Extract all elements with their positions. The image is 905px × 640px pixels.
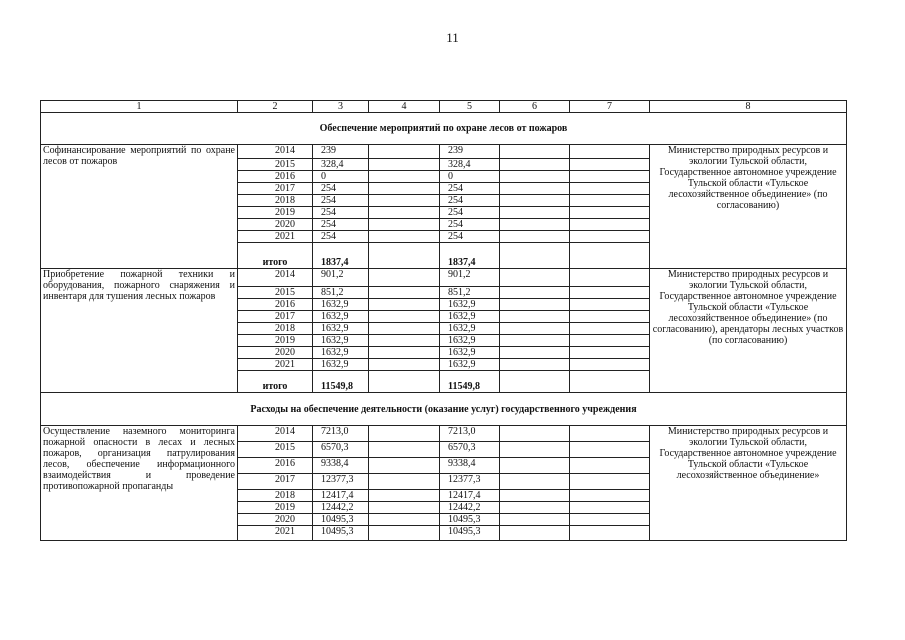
year-cell: 2017 bbox=[238, 311, 313, 323]
col4-cell bbox=[369, 502, 440, 514]
col4-cell bbox=[369, 287, 440, 299]
col7-cell bbox=[570, 514, 650, 526]
col5-cell: 12377,3 bbox=[440, 474, 500, 490]
col4-cell bbox=[369, 145, 440, 159]
col6-cell bbox=[500, 490, 570, 502]
col3-cell: 254 bbox=[313, 219, 369, 231]
col3-cell: 1632,9 bbox=[313, 299, 369, 311]
col5-cell: 1632,9 bbox=[440, 323, 500, 335]
col6-cell bbox=[500, 243, 570, 269]
col7-cell bbox=[570, 371, 650, 393]
col3-cell: 10495,3 bbox=[313, 526, 369, 541]
col4-cell bbox=[369, 323, 440, 335]
col6-cell bbox=[500, 526, 570, 541]
col6-cell bbox=[500, 359, 570, 371]
col6-cell bbox=[500, 195, 570, 207]
year-cell: 2018 bbox=[238, 323, 313, 335]
col7-cell bbox=[570, 299, 650, 311]
col6-cell bbox=[500, 458, 570, 474]
year-cell: 2016 bbox=[238, 458, 313, 474]
header-cell: 6 bbox=[500, 101, 570, 113]
col4-cell bbox=[369, 207, 440, 219]
col5-cell: 10495,3 bbox=[440, 514, 500, 526]
col6-cell bbox=[500, 287, 570, 299]
year-cell: 2017 bbox=[238, 183, 313, 195]
col6-cell bbox=[500, 311, 570, 323]
col5-cell: 254 bbox=[440, 183, 500, 195]
col7-cell bbox=[570, 323, 650, 335]
col4-cell bbox=[369, 219, 440, 231]
col3-cell: 6570,3 bbox=[313, 442, 369, 458]
col3-cell: 1632,9 bbox=[313, 347, 369, 359]
activity-name: Приобретение пожарной техники и оборудования, пожарного снаряжения и инвентаря для тушения лесных пожаров bbox=[41, 269, 238, 393]
col5-cell: 254 bbox=[440, 219, 500, 231]
col6-cell bbox=[500, 426, 570, 442]
col5-cell: 254 bbox=[440, 231, 500, 243]
col4-cell bbox=[369, 359, 440, 371]
col4-cell bbox=[369, 299, 440, 311]
col4-cell bbox=[369, 335, 440, 347]
col3-cell: 7213,0 bbox=[313, 426, 369, 442]
year-cell: 2017 bbox=[238, 474, 313, 490]
col4-cell bbox=[369, 514, 440, 526]
col7-cell bbox=[570, 207, 650, 219]
table-body bbox=[41, 101, 847, 541]
year-cell: 2015 bbox=[238, 287, 313, 299]
year-cell: 2020 bbox=[238, 219, 313, 231]
col3-cell: 10495,3 bbox=[313, 514, 369, 526]
col4-cell bbox=[369, 490, 440, 502]
col7-cell bbox=[570, 171, 650, 183]
col6-cell bbox=[500, 514, 570, 526]
col5-cell: 1632,9 bbox=[440, 347, 500, 359]
col3-cell: 254 bbox=[313, 207, 369, 219]
col4-cell bbox=[369, 243, 440, 269]
col7-cell bbox=[570, 183, 650, 195]
col3-cell: 901,2 bbox=[313, 269, 369, 287]
header-cell: 4 bbox=[369, 101, 440, 113]
col5-cell: 1632,9 bbox=[440, 335, 500, 347]
col4-cell bbox=[369, 526, 440, 541]
col4-cell bbox=[369, 442, 440, 458]
col3-cell: 12377,3 bbox=[313, 474, 369, 490]
year-cell: 2018 bbox=[238, 195, 313, 207]
total-col3: 1837,4 bbox=[313, 243, 369, 269]
organization: Министерство природных ресурсов и экологии Тульской области, Государственное автономное учреждение Тульской области «Тульское лесохозяйственное объединение» (по согласованию) bbox=[650, 145, 847, 269]
col7-cell bbox=[570, 335, 650, 347]
section-row bbox=[41, 393, 847, 426]
col3-cell: 1632,9 bbox=[313, 311, 369, 323]
col7-cell bbox=[570, 243, 650, 269]
section-title: Расходы на обеспечение деятельности (оказание услуг) государственного учреждения bbox=[41, 393, 847, 426]
col3-cell: 0 bbox=[313, 171, 369, 183]
col6-cell bbox=[500, 502, 570, 514]
col7-cell bbox=[570, 159, 650, 171]
col4-cell bbox=[369, 171, 440, 183]
organization: Министерство природных ресурсов и экологии Тульской области, Государственное автономное учреждение Тульской области «Тульское лесохозяйственное объединение» (по согласованию), арендаторы лесных участков (по согласованию) bbox=[650, 269, 847, 393]
col7-cell bbox=[570, 490, 650, 502]
col5-cell: 254 bbox=[440, 195, 500, 207]
col3-cell: 254 bbox=[313, 195, 369, 207]
col4-cell bbox=[369, 159, 440, 171]
col3-cell: 9338,4 bbox=[313, 458, 369, 474]
header-cell: 8 bbox=[650, 101, 847, 113]
col5-cell: 7213,0 bbox=[440, 426, 500, 442]
total-col5: 1837,4 bbox=[440, 243, 500, 269]
col3-cell: 1632,9 bbox=[313, 323, 369, 335]
col7-cell bbox=[570, 442, 650, 458]
col6-cell bbox=[500, 183, 570, 195]
organization: Министерство природных ресурсов и экологии Тульской области, Государственное автономное учреждение Тульской области «Тульское лесохозяйственное объединение» bbox=[650, 426, 847, 541]
col4-cell bbox=[369, 371, 440, 393]
col6-cell bbox=[500, 171, 570, 183]
year-cell: 2021 bbox=[238, 359, 313, 371]
col6-cell bbox=[500, 442, 570, 458]
col6-cell bbox=[500, 335, 570, 347]
col6-cell bbox=[500, 347, 570, 359]
table-row bbox=[41, 269, 847, 287]
col5-cell: 6570,3 bbox=[440, 442, 500, 458]
year-cell: 2021 bbox=[238, 231, 313, 243]
col3-cell: 1632,9 bbox=[313, 335, 369, 347]
header-cell: 1 bbox=[41, 101, 238, 113]
col5-cell: 901,2 bbox=[440, 269, 500, 287]
col5-cell: 12442,2 bbox=[440, 502, 500, 514]
header-cell: 2 bbox=[238, 101, 313, 113]
col7-cell bbox=[570, 359, 650, 371]
col7-cell bbox=[570, 474, 650, 490]
col3-cell: 328,4 bbox=[313, 159, 369, 171]
table-row bbox=[41, 145, 847, 159]
col7-cell bbox=[570, 458, 650, 474]
col4-cell bbox=[369, 474, 440, 490]
col6-cell bbox=[500, 323, 570, 335]
year-cell: 2015 bbox=[238, 159, 313, 171]
col4-cell bbox=[369, 195, 440, 207]
col4-cell bbox=[369, 458, 440, 474]
col5-cell: 1632,9 bbox=[440, 299, 500, 311]
col5-cell: 9338,4 bbox=[440, 458, 500, 474]
header-cell: 5 bbox=[440, 101, 500, 113]
col3-cell: 12442,2 bbox=[313, 502, 369, 514]
col7-cell bbox=[570, 347, 650, 359]
year-cell: 2019 bbox=[238, 502, 313, 514]
col5-cell: 239 bbox=[440, 145, 500, 159]
page-number: 11 bbox=[446, 30, 459, 45]
col7-cell bbox=[570, 526, 650, 541]
col7-cell bbox=[570, 219, 650, 231]
col7-cell bbox=[570, 502, 650, 514]
col7-cell bbox=[570, 269, 650, 287]
col5-cell: 851,2 bbox=[440, 287, 500, 299]
year-cell: 2020 bbox=[238, 347, 313, 359]
year-cell: 2018 bbox=[238, 490, 313, 502]
col4-cell bbox=[369, 231, 440, 243]
col4-cell bbox=[369, 311, 440, 323]
total-label: итого bbox=[238, 243, 313, 269]
header-cell: 3 bbox=[313, 101, 369, 113]
col6-cell bbox=[500, 207, 570, 219]
col4-cell bbox=[369, 183, 440, 195]
col5-cell: 328,4 bbox=[440, 159, 500, 171]
col4-cell bbox=[369, 347, 440, 359]
col7-cell bbox=[570, 287, 650, 299]
col5-cell: 0 bbox=[440, 171, 500, 183]
col5-cell: 254 bbox=[440, 207, 500, 219]
activity-name: Софинансирование мероприятий по охране лесов от пожаров bbox=[41, 145, 238, 269]
col6-cell bbox=[500, 269, 570, 287]
col5-cell: 1632,9 bbox=[440, 359, 500, 371]
year-cell: 2014 bbox=[238, 426, 313, 442]
year-cell: 2021 bbox=[238, 526, 313, 541]
year-cell: 2014 bbox=[238, 145, 313, 159]
col5-cell: 10495,3 bbox=[440, 526, 500, 541]
col6-cell bbox=[500, 145, 570, 159]
col4-cell bbox=[369, 426, 440, 442]
section-row bbox=[41, 113, 847, 145]
col3-cell: 12417,4 bbox=[313, 490, 369, 502]
year-cell: 2016 bbox=[238, 299, 313, 311]
year-cell: 2019 bbox=[238, 207, 313, 219]
header-cell: 7 bbox=[570, 101, 650, 113]
col6-cell bbox=[500, 299, 570, 311]
header-row bbox=[41, 101, 847, 113]
col6-cell bbox=[500, 219, 570, 231]
col3-cell: 851,2 bbox=[313, 287, 369, 299]
year-cell: 2019 bbox=[238, 335, 313, 347]
total-col5: 11549,8 bbox=[440, 371, 500, 393]
col7-cell bbox=[570, 426, 650, 442]
year-cell: 2016 bbox=[238, 171, 313, 183]
col3-cell: 239 bbox=[313, 145, 369, 159]
col7-cell bbox=[570, 311, 650, 323]
col6-cell bbox=[500, 474, 570, 490]
year-cell: 2014 bbox=[238, 269, 313, 287]
year-cell: 2015 bbox=[238, 442, 313, 458]
total-label: итого bbox=[238, 371, 313, 393]
col4-cell bbox=[369, 269, 440, 287]
col6-cell bbox=[500, 231, 570, 243]
table-row bbox=[41, 426, 847, 442]
col5-cell: 12417,4 bbox=[440, 490, 500, 502]
col3-cell: 254 bbox=[313, 231, 369, 243]
col6-cell bbox=[500, 159, 570, 171]
col7-cell bbox=[570, 145, 650, 159]
col6-cell bbox=[500, 371, 570, 393]
col7-cell bbox=[570, 195, 650, 207]
budget-table bbox=[40, 100, 847, 541]
section-title: Обеспечение мероприятий по охране лесов от пожаров bbox=[41, 113, 847, 145]
col3-cell: 254 bbox=[313, 183, 369, 195]
total-col3: 11549,8 bbox=[313, 371, 369, 393]
col3-cell: 1632,9 bbox=[313, 359, 369, 371]
activity-name: Осуществление наземного мониторинга пожарной опасности в лесах и лесных пожаров, организация патрулирования лесов, обеспечение информационного взаимодействия и проведение противопожарной пропаганды bbox=[41, 426, 238, 541]
col7-cell bbox=[570, 231, 650, 243]
year-cell: 2020 bbox=[238, 514, 313, 526]
col5-cell: 1632,9 bbox=[440, 311, 500, 323]
